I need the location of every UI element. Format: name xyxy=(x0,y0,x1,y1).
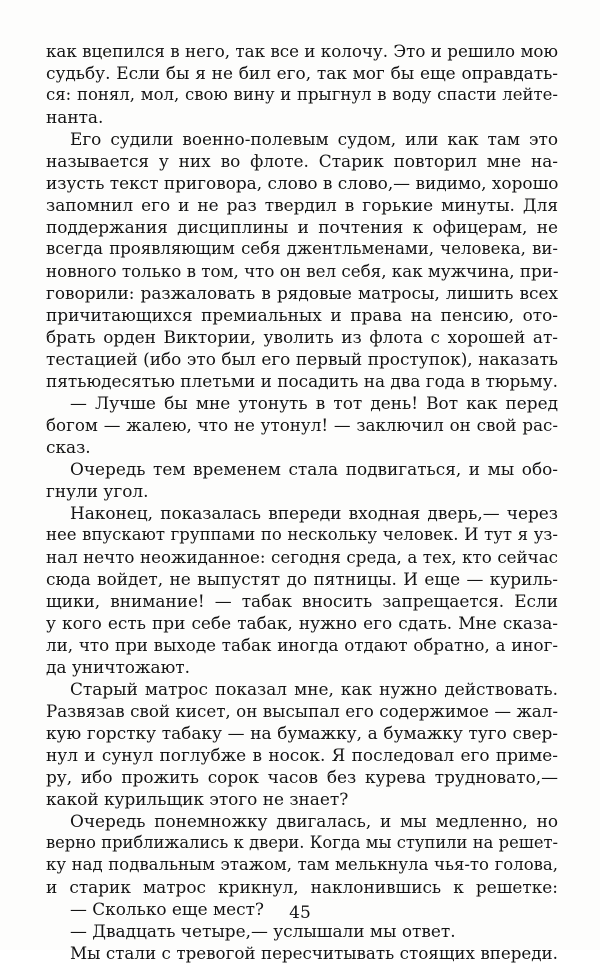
text-line: нал нечто неожиданное: сегодня среда, а тех, кто сейчас xyxy=(46,547,558,567)
text-line: щики, внимание! — табак вносить запрещается. Если xyxy=(46,591,558,611)
text-line: запомнил его и не раз твердил в горькие минуты. Для xyxy=(46,195,558,215)
text-line: гнули угол. xyxy=(46,481,149,501)
text-line: ли, что при выходе табак иногда отдают обратно, а иног- xyxy=(46,635,558,655)
page-number: 45 xyxy=(289,903,311,923)
text-line: кую горстку табаку — на бумажку, а бумажку туго свер- xyxy=(46,723,558,743)
text-line: как вцепился в него, так все и колочу. Это и решило мою xyxy=(46,41,558,61)
text-line: нул и сунул поглубже в носок. Я последовал его приме- xyxy=(46,745,558,765)
text-line: ся: понял, мол, свою вину и прыгнул в воду спасти лейте- xyxy=(46,85,558,104)
text-line: говорили: разжаловать в рядовые матросы, лишить всех xyxy=(46,283,558,303)
text-line: нанта. xyxy=(46,107,104,127)
text-line: богом — жалею, что не утонул! — заключил он свой рас- xyxy=(46,415,558,435)
text-line: брать орден Виктории, уволить из флота с хорошей ат- xyxy=(46,327,558,347)
body-text xyxy=(46,40,558,964)
text-line: судьбу. Если бы я не бил его, так мог бы еще оправдать- xyxy=(46,63,558,83)
text-line: — Двадцать четыре,— услышали мы ответ. xyxy=(70,921,456,941)
text-line: — Лучше бы мне утонуть в тот день! Вот как перед xyxy=(70,393,558,413)
text-line: называется у них во флоте. Старик повторил мне на- xyxy=(46,151,558,171)
text-line: да уничтожают. xyxy=(46,657,190,677)
text-line: поддержания дисциплины и почтения к офицерам, не xyxy=(46,217,558,237)
text-line: верно приближались к двери. Когда мы ступили на решет- xyxy=(46,833,558,852)
text-line: Очередь тем временем стала подвигаться, и мы обо- xyxy=(70,459,558,479)
text-line: Очередь понемножку двигалась, и мы медленно, но xyxy=(70,811,558,831)
text-line: всегда проявляющим себя джентльменами, человека, ви- xyxy=(46,239,558,258)
text-line: Мы стали с тревогой пересчитывать стоящих впереди. xyxy=(70,943,558,963)
text-line: новного только в том, что он вел себя, как мужчина, при- xyxy=(46,261,559,281)
text-line: и старик матрос крикнул, наклонившись к решетке: xyxy=(46,877,558,897)
text-line: Его судили военно-полевым судом, или как там это xyxy=(70,129,558,149)
text-line: у кого есть при себе табак, нужно его сдать. Мне сказа- xyxy=(46,613,558,633)
text-line: Развязав свой кисет, он высыпал его содержимое — жал- xyxy=(46,701,558,721)
text-line: Наконец, показалась впереди входная дверь,— через xyxy=(70,503,558,523)
text-line: сюда войдет, не выпустят до пятницы. И еще — куриль- xyxy=(46,569,558,589)
text-line: ку над подвальным этажом, там мелькнула чья-то голова, xyxy=(46,855,558,874)
text-line: пятьюдесятью плетьми и посадить на два года в тюрьму. xyxy=(46,371,559,391)
text-line: ру, ибо прожить сорок часов без курева трудновато,— xyxy=(46,767,558,787)
text-line: причитающихся премиальных и права на пенсию, отo- xyxy=(46,305,558,325)
text-line: Старый матрос показал мне, как нужно действовать. xyxy=(70,679,558,699)
text-line: — Сколько еще мест? xyxy=(70,899,264,919)
text-line: изусть текст приговора, слово в слово,— видимо, хорошо xyxy=(46,173,559,193)
text-line: нее впускают группами по нескольку человек. И тут я уз- xyxy=(46,525,558,544)
text-line: сказ. xyxy=(46,437,91,457)
text-line: тестацией (ибо это был его первый проступок), наказать xyxy=(46,349,558,369)
text-line: какой курильщик этого не знает? xyxy=(46,789,349,809)
